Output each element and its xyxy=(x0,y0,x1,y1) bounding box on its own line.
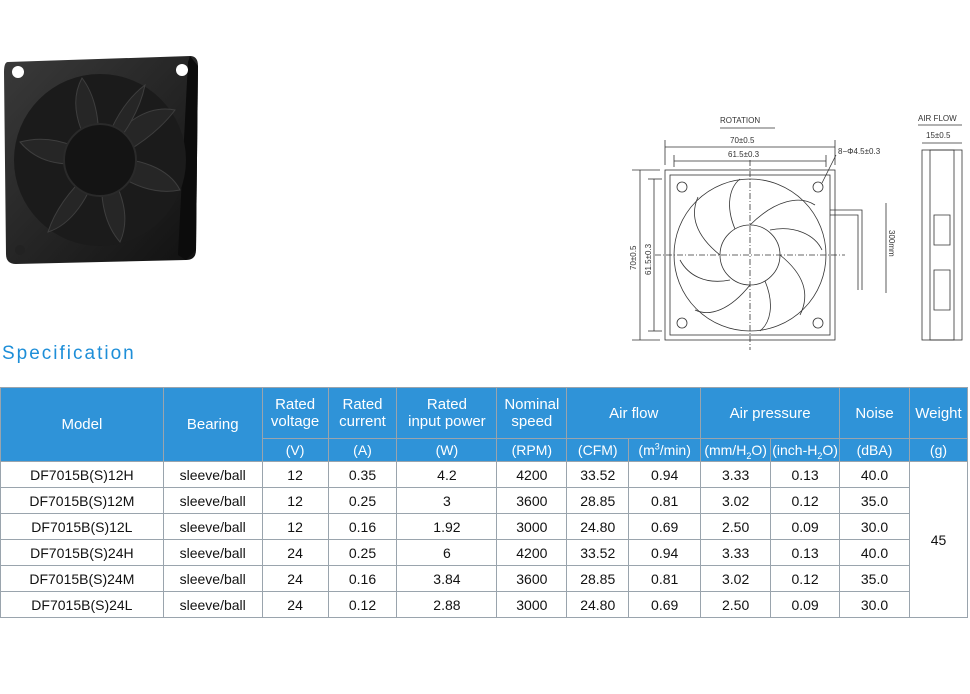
header-air-pressure: Air pressure xyxy=(701,388,840,439)
cell-current: 0.12 xyxy=(328,592,397,618)
cell-cfm: 33.52 xyxy=(567,540,629,566)
cell-voltage: 12 xyxy=(262,462,328,488)
dim-height-outer: 70±0.5 xyxy=(629,245,638,270)
unit-mm-h2o: $(mm/H_2O)$ xyxy=(701,439,771,462)
cell-noise: 30.0 xyxy=(840,592,910,618)
cell-speed: 3000 xyxy=(497,592,567,618)
cell-current: 0.25 xyxy=(328,488,397,514)
unit-power: (W) xyxy=(397,439,497,462)
cell-speed: 3600 xyxy=(497,488,567,514)
fan-product-photo xyxy=(0,50,205,270)
header-bearing: Bearing xyxy=(163,388,262,462)
cell-current: 0.35 xyxy=(328,462,397,488)
cell-power: 1.92 xyxy=(397,514,497,540)
cell-speed: 3600 xyxy=(497,566,567,592)
cell-inchh2o: 0.09 xyxy=(771,592,840,618)
spec-table xyxy=(0,387,968,618)
cell-voltage: 24 xyxy=(262,566,328,592)
cell-power: 3.84 xyxy=(397,566,497,592)
dim-width-outer: 70±0.5 xyxy=(730,136,755,145)
cell-voltage: 24 xyxy=(262,592,328,618)
cell-power: 2.88 xyxy=(397,592,497,618)
cell-cfm: 24.80 xyxy=(567,592,629,618)
header-rated-input-power: Rated input power xyxy=(397,388,497,439)
header-rated-voltage: Rated voltage xyxy=(262,388,328,439)
header-weight: Weight xyxy=(909,388,967,439)
rotation-label: ROTATION xyxy=(720,116,761,125)
cell-power: 3 xyxy=(397,488,497,514)
cell-voltage: 12 xyxy=(262,514,328,540)
cell-speed: 4200 xyxy=(497,540,567,566)
cell-inchh2o: 0.13 xyxy=(771,540,840,566)
cell-power: 6 xyxy=(397,540,497,566)
unit-inch-h2o: $(inch-H_2O)$ xyxy=(771,439,840,462)
cell-cfm: 24.80 xyxy=(567,514,629,540)
cell-m3: 0.94 xyxy=(629,540,701,566)
cell-noise: 30.0 xyxy=(840,514,910,540)
cell-mmh2o: 3.33 xyxy=(701,540,771,566)
cell-model: DF7015B(S)12H xyxy=(1,462,164,488)
cell-current: 0.16 xyxy=(328,566,397,592)
cell-model: DF7015B(S)24H xyxy=(1,540,164,566)
cell-inchh2o: 0.09 xyxy=(771,514,840,540)
cell-mmh2o: 3.33 xyxy=(701,462,771,488)
unit-speed: (RPM) xyxy=(497,439,567,462)
cell-bearing: sleeve/ball xyxy=(163,462,262,488)
cell-speed: 3000 xyxy=(497,514,567,540)
header-air-flow: Air flow xyxy=(567,388,701,439)
cell-bearing: sleeve/ball xyxy=(163,540,262,566)
cell-voltage: 24 xyxy=(262,540,328,566)
cell-bearing: sleeve/ball xyxy=(163,592,262,618)
cell-bearing: sleeve/ball xyxy=(163,514,262,540)
dim-height-inner: 61.5±0.3 xyxy=(644,243,653,275)
unit-weight: (g) xyxy=(909,439,967,462)
dim-thickness: 15±0.5 xyxy=(926,131,951,140)
unit-m3-min: $(m^3/\min)$ xyxy=(629,439,701,462)
cell-mmh2o: 3.02 xyxy=(701,488,771,514)
cell-noise: 40.0 xyxy=(840,540,910,566)
cell-inchh2o: 0.12 xyxy=(771,488,840,514)
cell-m3: 0.69 xyxy=(629,592,701,618)
unit-cfm: (CFM) xyxy=(567,439,629,462)
table-row xyxy=(1,566,968,592)
cell-power: 4.2 xyxy=(397,462,497,488)
unit-voltage: (V) xyxy=(262,439,328,462)
cell-m3: 0.69 xyxy=(629,514,701,540)
table-row xyxy=(1,514,968,540)
cell-inchh2o: 0.13 xyxy=(771,462,840,488)
airflow-label: AIR FLOW xyxy=(918,114,957,123)
cell-model: DF7015B(S)12M xyxy=(1,488,164,514)
table-row xyxy=(1,462,968,488)
cell-bearing: sleeve/ball xyxy=(163,566,262,592)
cell-noise: 35.0 xyxy=(840,566,910,592)
spec-table-body xyxy=(1,462,968,618)
cell-m3: 0.81 xyxy=(629,488,701,514)
cell-model: DF7015B(S)24M xyxy=(1,566,164,592)
cell-mmh2o: 2.50 xyxy=(701,592,771,618)
cell-current: 0.25 xyxy=(328,540,397,566)
cell-speed: 4200 xyxy=(497,462,567,488)
cell-m3: 0.94 xyxy=(629,462,701,488)
cell-current: 0.16 xyxy=(328,514,397,540)
table-row xyxy=(1,592,968,618)
dimension-drawing xyxy=(600,105,970,350)
cell-weight: 45 xyxy=(909,462,967,618)
cell-cfm: 28.85 xyxy=(567,488,629,514)
cell-cfm: 33.52 xyxy=(567,462,629,488)
unit-noise: (dBA) xyxy=(840,439,910,462)
cell-mmh2o: 2.50 xyxy=(701,514,771,540)
cell-cfm: 28.85 xyxy=(567,566,629,592)
header-noise: Noise xyxy=(840,388,910,439)
cell-noise: 35.0 xyxy=(840,488,910,514)
dim-width-inner: 61.5±0.3 xyxy=(728,150,760,159)
table-row xyxy=(1,488,968,514)
cell-model: DF7015B(S)24L xyxy=(1,592,164,618)
cell-mmh2o: 3.02 xyxy=(701,566,771,592)
dim-holes: 8−Φ4.5±0.3 xyxy=(838,147,881,156)
cell-m3: 0.81 xyxy=(629,566,701,592)
dim-cable: 300mm xyxy=(887,230,896,257)
cell-bearing: sleeve/ball xyxy=(163,488,262,514)
cell-noise: 40.0 xyxy=(840,462,910,488)
header-nominal-speed: Nominal speed xyxy=(497,388,567,439)
header-model: Model xyxy=(1,388,164,462)
cell-voltage: 12 xyxy=(262,488,328,514)
header-rated-current: Rated current xyxy=(328,388,397,439)
section-title: Specification xyxy=(2,343,136,364)
cell-inchh2o: 0.12 xyxy=(771,566,840,592)
unit-current: (A) xyxy=(328,439,397,462)
cell-model: DF7015B(S)12L xyxy=(1,514,164,540)
table-row xyxy=(1,540,968,566)
